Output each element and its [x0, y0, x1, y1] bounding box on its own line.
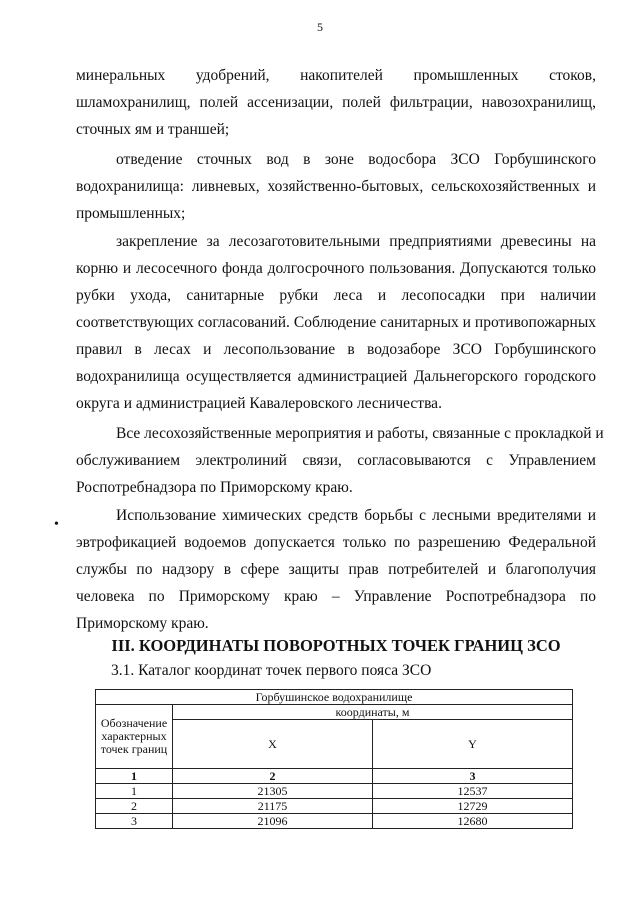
page-number: 5	[317, 20, 323, 34]
text-line: шламохранилищ, полей ассенизации, полей фильтрации, навозохранилищ,	[76, 94, 596, 111]
subsection-heading: 3.1. Каталог координат точек первого пояса ЗСО	[111, 662, 432, 679]
paragraph-logging	[76, 228, 596, 417]
section-heading: III. КООРДИНАТЫ ПОВОРОТНЫХ ТОЧЕК ГРАНИЦ ЗСО	[111, 636, 561, 655]
column-number-row	[96, 769, 573, 784]
text-line: водохранилища: ливневых, хозяйственно-бытовых, сельскохозяйственных и	[76, 178, 596, 195]
text-line: рубки ухода, санитарные рубки леса и лесопосадки при наличии	[76, 287, 596, 304]
text-line: промышленных;	[76, 205, 186, 222]
text-line: округа и администрацией Кавалеровского лесничества.	[76, 395, 442, 412]
x-value: 21305	[173, 784, 373, 799]
x-value: 21175	[173, 799, 373, 814]
text-line: обслуживанием электролиний связи, согласовываются с Управлением	[76, 452, 596, 469]
point-id: 3	[96, 814, 173, 829]
text-line: службы по надзору в сфере защиты прав потребителей и благополучия	[76, 561, 596, 578]
col-header-x: X	[173, 720, 373, 769]
x-value: 21096	[173, 814, 373, 829]
column-number: 1	[96, 769, 173, 784]
paragraph-wastewater	[76, 146, 596, 227]
text-line: эвтрофикацией водоемов допускается только по разрешению Федеральной	[76, 534, 596, 551]
text-line: отведение сточных вод в зоне водосбора ЗСО Горбушинского	[116, 151, 596, 168]
col-header-y: Y	[372, 720, 572, 769]
table-caption: Горбушинское водохранилище	[96, 690, 573, 705]
table-row	[96, 814, 573, 829]
col-header-points: Обозначение характерных точек границ	[96, 705, 173, 769]
col-header-coordinates: координаты, м	[173, 705, 573, 720]
table-row	[96, 784, 573, 799]
text-line: сточных ям и траншей;	[76, 121, 230, 138]
paragraph-chemicals	[76, 502, 596, 637]
column-number: 3	[372, 769, 572, 784]
coordinates-table	[95, 689, 573, 829]
margin-mark: •	[54, 517, 59, 532]
text-line: минеральных удобрений, накопителей промышленных стоков,	[76, 67, 596, 84]
y-value: 12537	[372, 784, 572, 799]
point-id: 1	[96, 784, 173, 799]
text-line: Приморскому краю.	[76, 615, 209, 632]
paragraph-fertilizers	[76, 62, 596, 143]
column-number: 2	[173, 769, 373, 784]
y-value: 12729	[372, 799, 572, 814]
text-line: корню и лесосечного фонда долгосрочного пользования. Допускаются только	[76, 260, 596, 277]
point-id: 2	[96, 799, 173, 814]
text-line: правил в лесах и лесопользование в водозаборе ЗСО Горбушинского	[76, 341, 596, 358]
text-line: закрепление за лесозаготовительными предприятиями древесины на	[116, 233, 596, 250]
text-line: водохранилища осуществляется администрацией Дальнегорского городского	[76, 368, 596, 385]
table-row	[96, 799, 573, 814]
text-line: соответствующих согласований. Соблюдение санитарных и противопожарных	[76, 314, 596, 331]
text-line: человека по Приморскому краю – Управление Роспотребнадзора по	[76, 588, 596, 605]
text-line: Использование химических средств борьбы с лесными вредителями и	[116, 507, 596, 524]
y-value: 12680	[372, 814, 572, 829]
text-line: Роспотребнадзора по Приморскому краю.	[76, 479, 353, 496]
paragraph-powerlines	[76, 420, 604, 501]
text-line: Все лесохозяйственные мероприятия и работы, связанные с прокладкой и	[116, 425, 604, 442]
